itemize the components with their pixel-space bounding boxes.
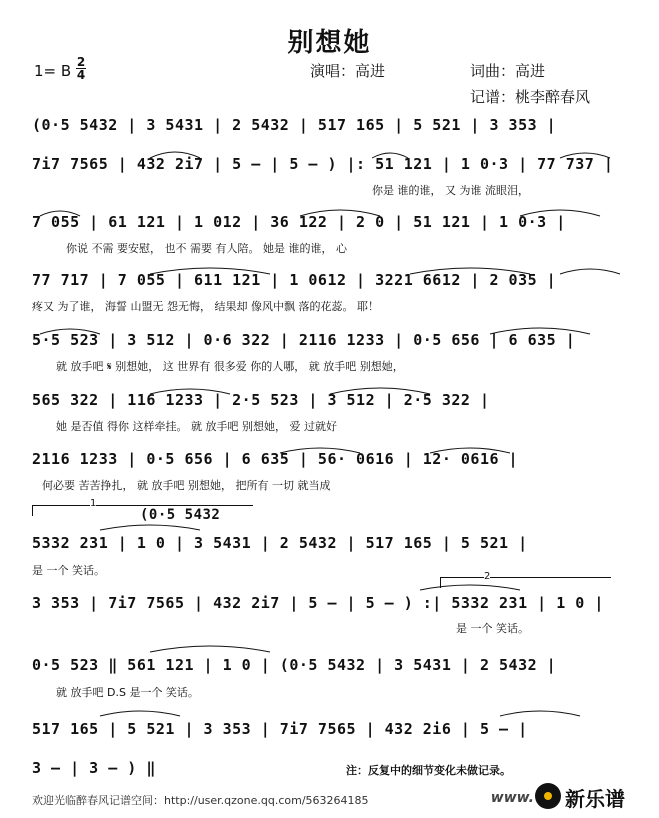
score-row-6: 565 322 | 116 1233 | 2·5 523 | 3 512 | 2·5 322 |	[32, 391, 490, 409]
volta-number-2: 2	[484, 571, 491, 582]
score-row-8-intro: (0·5 5432	[140, 507, 221, 523]
score-row-7: 2116 1233 | 0·5 656 | 6 635 | 56· 0616 | 12· 0616 |	[32, 450, 519, 468]
slur-arc	[410, 268, 530, 274]
slur-arc	[560, 153, 610, 158]
logo-text: 新乐谱	[565, 787, 625, 811]
lyrics-row-6: 她 是否值 得你 这样牵挂。 就 放手吧 别想她， 爱 过就好	[56, 420, 337, 433]
lyrics-row-5: 就 放手吧 𝄋 别想她， 这 世界有 很多爱 你的人哪， 就 放手吧 别想她，	[56, 360, 404, 373]
slur-arc	[150, 646, 270, 652]
lyrics-row-3: 你说 不需 要安慰， 也不 需要 有人陪。 她是 谁的谁， 心	[66, 242, 347, 255]
slur-arc	[330, 388, 430, 394]
lyrics-row-10: 是 一个 笑话。	[456, 622, 529, 635]
slur-arc	[40, 211, 80, 216]
slur-arc	[372, 153, 408, 158]
lyrics-row-2: 你是 谁的谁， 又 为谁 流眼泪，	[372, 184, 529, 197]
slur-arc	[150, 268, 270, 274]
score-row-13: 3 – | 3 – ) ‖	[32, 759, 156, 777]
slur-arc	[150, 389, 230, 394]
time-sig-bottom: 4	[76, 68, 86, 82]
slur-arc	[280, 448, 360, 453]
score-row-2: 7i7 7565 | 432 2i7 | 5 – | 5 – ) |: 51 121 | 1 0·3 | 77 737 |	[32, 155, 614, 173]
transcription-note: 注：反复中的细节变化未做记录。	[346, 764, 511, 777]
lyrics-row-9: 是 一个 笑话。	[32, 564, 105, 577]
transcriber-credit: 记谱：桃李醉春风	[470, 88, 591, 106]
slur-arc	[100, 711, 180, 716]
slur-arc	[420, 585, 520, 590]
lyrics-row-7: 何必要 苦苦挣扎， 就 放手吧 别想她， 把所有 一切 就当成	[42, 479, 331, 492]
singer-credit: 演唱：高进	[310, 62, 386, 80]
score-row-12: 517 165 | 5 521 | 3 353 | 7i7 7565 | 432 2i6 | 5 – |	[32, 720, 528, 738]
slur-arc	[430, 448, 510, 453]
volta-number-1: 1	[90, 498, 97, 509]
slur-arc	[100, 525, 200, 530]
score-row-4: 77 717 | 7 055 | 611 121 | 1 0612 | 3221 6612 | 2 035 |	[32, 271, 557, 289]
slur-arc	[560, 269, 620, 274]
key-label: 1= B	[34, 62, 72, 80]
score-row-5: 5·5 523 | 3 512 | 0·6 322 | 2116 1233 | 0·5 656 | 6 635 |	[32, 331, 576, 349]
score-row-9: 5332 231 | 1 0 | 3 5431 | 2 5432 | 517 165 | 5 521 |	[32, 534, 528, 552]
score-row-10: 3 353 | 7i7 7565 | 432 2i7 | 5 – | 5 – ) :| 5332 231 | 1 0 |	[32, 594, 604, 612]
slur-arc	[150, 152, 200, 158]
time-sig-top: 2	[76, 55, 86, 69]
footer-credit: 欢迎光临醉春风记谱空间：http://user.qzone.qq.com/563264185	[32, 794, 369, 807]
score-row-1: (0·5 5432 | 3 5431 | 2 5432 | 517 165 | 5 521 | 3 353 |	[32, 116, 557, 134]
slur-arc	[500, 711, 580, 716]
lyrics-row-11: 就 放手吧 D.S 是一个 笑话。	[56, 686, 199, 699]
score-row-3: 7 055 | 61 121 | 1 012 | 36 122 | 2 0 | 51 121 | 1 0·3 |	[32, 213, 566, 231]
slur-arc	[300, 210, 380, 216]
slur-arc	[40, 329, 100, 334]
song-title: 别想她	[287, 28, 372, 58]
slur-arc	[520, 210, 600, 216]
lyrics-row-4: 疼又 为了谁， 海誓 山盟无 怨无悔， 结果却 像风中飘 落的花蕊。 耶！	[32, 300, 379, 313]
watermark-www: www.	[490, 790, 534, 806]
score-row-11: 0·5 523 ‖ 561 121 | 1 0 | (0·5 5432 | 3 5431 | 2 5432 |	[32, 656, 557, 674]
slur-arc	[490, 328, 590, 334]
composer-credit: 词曲：高进	[470, 62, 546, 80]
